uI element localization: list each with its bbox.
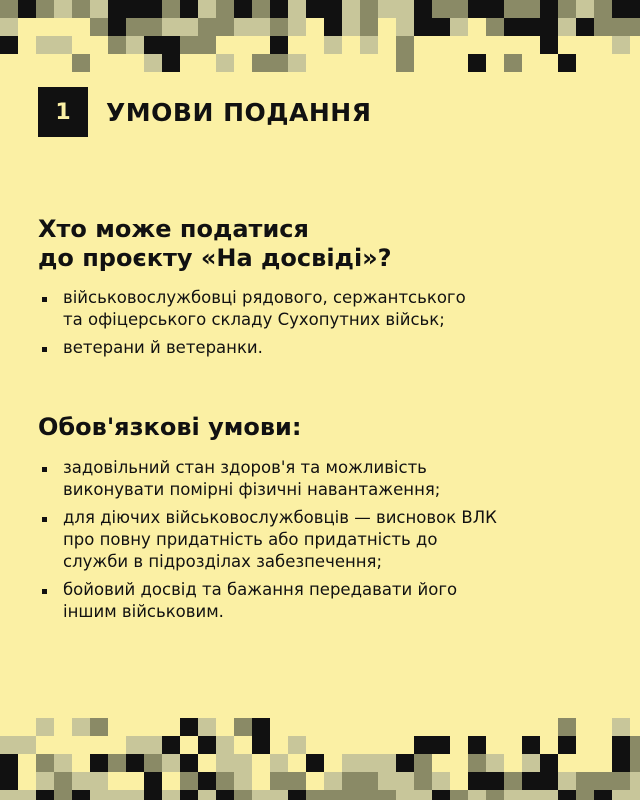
pixel-block bbox=[468, 0, 486, 18]
pixel-block bbox=[486, 18, 504, 36]
pixel-block bbox=[288, 772, 306, 790]
pixel-block bbox=[468, 790, 486, 800]
pixel-block bbox=[162, 18, 180, 36]
pixel-block bbox=[54, 0, 72, 18]
list-item: бойовий досвід та бажання передавати його іншим військовим. bbox=[38, 579, 598, 623]
pixel-block bbox=[342, 790, 360, 800]
pixel-block bbox=[0, 772, 18, 790]
pixel-block bbox=[162, 54, 180, 72]
pixel-block bbox=[126, 790, 144, 800]
pixel-block bbox=[108, 18, 126, 36]
pixel-block bbox=[270, 754, 288, 772]
pixel-block bbox=[468, 736, 486, 754]
pixel-block bbox=[396, 754, 414, 772]
pixel-block bbox=[126, 36, 144, 54]
pixel-block bbox=[360, 754, 378, 772]
pixel-block bbox=[396, 18, 414, 36]
bullet-icon bbox=[42, 517, 47, 522]
pixel-block bbox=[270, 18, 288, 36]
pixel-block bbox=[36, 790, 54, 800]
pixel-block bbox=[90, 18, 108, 36]
pixel-block bbox=[36, 718, 54, 736]
pixel-block bbox=[612, 18, 630, 36]
pixel-block bbox=[180, 754, 198, 772]
pixel-block bbox=[558, 736, 576, 754]
bullet-icon bbox=[42, 347, 47, 352]
pixel-block bbox=[360, 18, 378, 36]
pixel-block bbox=[576, 0, 594, 18]
pixel-block bbox=[90, 790, 108, 800]
pixel-block bbox=[198, 772, 216, 790]
pixel-block bbox=[270, 36, 288, 54]
pixel-block bbox=[72, 790, 90, 800]
pixel-block bbox=[396, 772, 414, 790]
pixel-block bbox=[612, 754, 630, 772]
bullet-icon bbox=[42, 467, 47, 472]
pixel-block bbox=[306, 0, 324, 18]
pixel-block bbox=[594, 790, 612, 800]
pixel-block bbox=[90, 754, 108, 772]
pixel-block bbox=[0, 754, 18, 772]
pixel-block bbox=[594, 772, 612, 790]
pixel-block bbox=[288, 0, 306, 18]
pixel-block bbox=[324, 0, 342, 18]
pixel-block bbox=[180, 772, 198, 790]
pixel-block bbox=[144, 736, 162, 754]
pixel-block bbox=[504, 772, 522, 790]
pixel-block bbox=[108, 754, 126, 772]
pixel-block bbox=[522, 18, 540, 36]
pixel-block bbox=[468, 54, 486, 72]
pixel-block bbox=[180, 18, 198, 36]
pixel-block bbox=[540, 18, 558, 36]
pixel-block bbox=[252, 18, 270, 36]
pixel-block bbox=[612, 0, 630, 18]
conditions-list bbox=[38, 457, 598, 629]
pixel-block bbox=[522, 754, 540, 772]
pixel-block bbox=[162, 736, 180, 754]
pixel-block bbox=[414, 0, 432, 18]
pixel-block bbox=[504, 54, 522, 72]
pixel-block bbox=[558, 718, 576, 736]
pixel-block bbox=[558, 772, 576, 790]
pixel-block bbox=[450, 790, 468, 800]
pixel-block bbox=[378, 0, 396, 18]
pixel-block bbox=[234, 754, 252, 772]
pixel-block bbox=[198, 18, 216, 36]
pixel-block bbox=[216, 736, 234, 754]
list-item: для діючих військовослужбовців — висновок ВЛК про повну придатність або придатність до служби в підрозділах забезпечення; bbox=[38, 507, 598, 573]
pixel-block bbox=[144, 54, 162, 72]
bullet-icon bbox=[42, 297, 47, 302]
pixel-block bbox=[540, 36, 558, 54]
pixel-block bbox=[72, 54, 90, 72]
pixel-block bbox=[360, 772, 378, 790]
pixel-block bbox=[540, 790, 558, 800]
pixel-block bbox=[396, 0, 414, 18]
pixel-block bbox=[0, 790, 18, 800]
pixel-block bbox=[252, 736, 270, 754]
pixel-block bbox=[252, 718, 270, 736]
pixel-block bbox=[468, 754, 486, 772]
pixel-block bbox=[432, 790, 450, 800]
pixel-block bbox=[450, 0, 468, 18]
pixel-block bbox=[126, 18, 144, 36]
pixel-block bbox=[126, 736, 144, 754]
pixel-block bbox=[486, 790, 504, 800]
pixel-block bbox=[378, 772, 396, 790]
pixel-block bbox=[72, 0, 90, 18]
pixel-block bbox=[324, 36, 342, 54]
pixel-block bbox=[630, 754, 640, 772]
list-item: ветерани й ветеранки. bbox=[38, 337, 598, 359]
pixel-block bbox=[270, 772, 288, 790]
pixel-block bbox=[612, 736, 630, 754]
section-heading bbox=[38, 87, 371, 137]
pixel-block bbox=[0, 18, 18, 36]
pixel-block bbox=[558, 18, 576, 36]
conditions-title: Обов'язкові умови: bbox=[38, 413, 302, 441]
pixel-block bbox=[180, 0, 198, 18]
pixel-block bbox=[36, 0, 54, 18]
pixel-block bbox=[504, 790, 522, 800]
pixel-block bbox=[630, 736, 640, 754]
section-title: УМОВИ ПОДАННЯ bbox=[106, 97, 372, 127]
pixel-block bbox=[342, 18, 360, 36]
pixel-block bbox=[432, 0, 450, 18]
pixel-block bbox=[432, 772, 450, 790]
who-list bbox=[38, 287, 598, 365]
pixel-block bbox=[90, 0, 108, 18]
pixel-block bbox=[72, 772, 90, 790]
pixel-block bbox=[378, 754, 396, 772]
pixel-block bbox=[540, 754, 558, 772]
pixel-block bbox=[522, 772, 540, 790]
pixel-block bbox=[270, 0, 288, 18]
who-title-line1: Хто може податися bbox=[38, 215, 309, 243]
pixel-block bbox=[522, 0, 540, 18]
pixel-block bbox=[342, 0, 360, 18]
pixel-block bbox=[540, 0, 558, 18]
pixel-block bbox=[306, 790, 324, 800]
pixel-block bbox=[288, 790, 306, 800]
pixel-block bbox=[612, 718, 630, 736]
pixel-block bbox=[252, 0, 270, 18]
pixel-block bbox=[54, 754, 72, 772]
pixel-block bbox=[18, 736, 36, 754]
pixel-block bbox=[36, 36, 54, 54]
pixel-block bbox=[234, 772, 252, 790]
pixel-block bbox=[162, 790, 180, 800]
pixel-block bbox=[558, 790, 576, 800]
pixel-block bbox=[306, 754, 324, 772]
pixel-block bbox=[54, 36, 72, 54]
pixel-block bbox=[414, 772, 432, 790]
pixel-block bbox=[450, 18, 468, 36]
pixel-block bbox=[198, 36, 216, 54]
pixel-block bbox=[180, 36, 198, 54]
section-number-badge: 1 bbox=[38, 87, 88, 137]
pixel-block bbox=[630, 18, 640, 36]
pixel-block bbox=[234, 790, 252, 800]
bottom-pixel-border bbox=[0, 700, 640, 800]
pixel-block bbox=[72, 718, 90, 736]
pixel-block bbox=[432, 736, 450, 754]
pixel-block bbox=[90, 772, 108, 790]
pixel-block bbox=[54, 790, 72, 800]
pixel-block bbox=[612, 790, 630, 800]
pixel-block bbox=[360, 790, 378, 800]
list-item: задовільний стан здоров'я та можливість виконувати помірні фізичні навантаження; bbox=[38, 457, 598, 501]
pixel-block bbox=[144, 0, 162, 18]
pixel-block bbox=[216, 18, 234, 36]
pixel-block bbox=[342, 772, 360, 790]
pixel-block bbox=[252, 54, 270, 72]
pixel-block bbox=[162, 0, 180, 18]
who-can-apply-title bbox=[38, 215, 392, 273]
pixel-block bbox=[144, 754, 162, 772]
pixel-block bbox=[216, 54, 234, 72]
pixel-block bbox=[0, 36, 18, 54]
pixel-block bbox=[414, 754, 432, 772]
pixel-block bbox=[522, 736, 540, 754]
pixel-block bbox=[0, 0, 18, 18]
pixel-block bbox=[630, 772, 640, 790]
pixel-block bbox=[198, 790, 216, 800]
pixel-block bbox=[216, 0, 234, 18]
pixel-block bbox=[396, 36, 414, 54]
pixel-block bbox=[630, 0, 640, 18]
pixel-block bbox=[324, 790, 342, 800]
pixel-block bbox=[54, 772, 72, 790]
pixel-block bbox=[180, 718, 198, 736]
pixel-block bbox=[180, 790, 198, 800]
pixel-block bbox=[396, 790, 414, 800]
pixel-block bbox=[216, 772, 234, 790]
pixel-block bbox=[378, 790, 396, 800]
pixel-block bbox=[234, 718, 252, 736]
pixel-block bbox=[18, 0, 36, 18]
pixel-block bbox=[522, 790, 540, 800]
pixel-block bbox=[324, 18, 342, 36]
pixel-block bbox=[162, 36, 180, 54]
pixel-block bbox=[198, 0, 216, 18]
pixel-block bbox=[0, 736, 18, 754]
pixel-block bbox=[468, 772, 486, 790]
pixel-block bbox=[108, 36, 126, 54]
pixel-block bbox=[162, 754, 180, 772]
pixel-block bbox=[486, 772, 504, 790]
pixel-block bbox=[198, 736, 216, 754]
pixel-block bbox=[144, 36, 162, 54]
pixel-block bbox=[216, 790, 234, 800]
pixel-block bbox=[288, 54, 306, 72]
pixel-block bbox=[198, 718, 216, 736]
pixel-block bbox=[126, 754, 144, 772]
pixel-block bbox=[360, 0, 378, 18]
pixel-block bbox=[288, 736, 306, 754]
pixel-block bbox=[144, 790, 162, 800]
pixel-block bbox=[414, 736, 432, 754]
list-item: військовослужбовці рядового, сержантського та офіцерського складу Сухопутних військ; bbox=[38, 287, 598, 331]
top-pixel-border bbox=[0, 0, 640, 72]
pixel-block bbox=[486, 0, 504, 18]
pixel-block bbox=[144, 772, 162, 790]
pixel-block bbox=[234, 0, 252, 18]
pixel-block bbox=[216, 754, 234, 772]
pixel-block bbox=[342, 754, 360, 772]
pixel-block bbox=[576, 790, 594, 800]
pixel-block bbox=[558, 0, 576, 18]
pixel-block bbox=[234, 18, 252, 36]
pixel-block bbox=[360, 36, 378, 54]
pixel-block bbox=[36, 772, 54, 790]
pixel-block bbox=[612, 36, 630, 54]
pixel-block bbox=[108, 0, 126, 18]
pixel-block bbox=[594, 0, 612, 18]
pixel-block bbox=[486, 754, 504, 772]
pixel-block bbox=[504, 18, 522, 36]
pixel-block bbox=[324, 772, 342, 790]
pixel-block bbox=[576, 18, 594, 36]
pixel-block bbox=[504, 0, 522, 18]
pixel-block bbox=[90, 718, 108, 736]
pixel-block bbox=[270, 790, 288, 800]
pixel-block bbox=[396, 54, 414, 72]
pixel-block bbox=[144, 18, 162, 36]
pixel-block bbox=[270, 54, 288, 72]
pixel-block bbox=[414, 790, 432, 800]
pixel-block bbox=[36, 754, 54, 772]
pixel-block bbox=[612, 772, 630, 790]
pixel-block bbox=[630, 790, 640, 800]
pixel-block bbox=[108, 790, 126, 800]
bullet-icon bbox=[42, 589, 47, 594]
pixel-block bbox=[18, 790, 36, 800]
pixel-block bbox=[558, 54, 576, 72]
pixel-block bbox=[540, 772, 558, 790]
pixel-block bbox=[414, 18, 432, 36]
pixel-block bbox=[432, 18, 450, 36]
pixel-block bbox=[126, 0, 144, 18]
who-title-line2: до проєкту «На досвіді»? bbox=[38, 244, 392, 272]
pixel-block bbox=[576, 772, 594, 790]
pixel-block bbox=[594, 18, 612, 36]
pixel-block bbox=[288, 18, 306, 36]
pixel-block bbox=[252, 790, 270, 800]
